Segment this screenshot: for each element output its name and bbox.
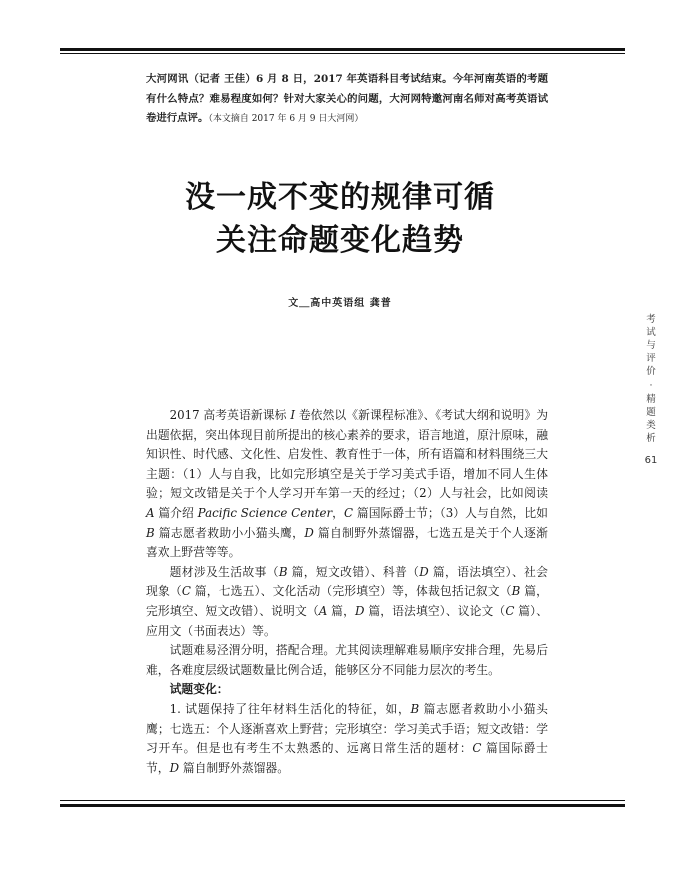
text-run: 卷依然以《新课程标准》、《考试大纲和说明》为出题依据，突出体现目前所提出的核心素养的要求，语言地道，原汁原味，融知识性、时代感、文化性、启发性、教育性于一体，所有语篇和材料围绕三大主题：（1）人与自我，比如完形填空是关于学习美式手语，增加不同人生体验；短文改错是关于个人学习开车第一天的经过；（2）人与社会，比如阅读 [146, 408, 549, 501]
text-run: 篇，七选五）、文化活动（完形填空）等，体裁包括记叙文（ [190, 584, 512, 599]
byline: 文＿高中英语组 龚普 [288, 298, 392, 309]
text-run: C [505, 603, 515, 618]
text-run: 2017 高考英语新课标 [169, 408, 291, 422]
text-run: 篇国际爵士节；（3）人与自然，比如 [353, 505, 548, 520]
intro-paragraph [146, 70, 548, 130]
bottom-rule-thin [60, 800, 625, 801]
text-run: C [344, 505, 354, 520]
section-char: 评 [646, 353, 656, 364]
section-char: 价 [646, 366, 656, 377]
body-paragraph-3: 试题难易泾渭分明，搭配合理。尤其阅读理解难易顺序安排合理，先易后难，各难度层级试题数量比例合适，能够区分不同能力层次的考生。 [146, 643, 548, 677]
section-char: 题 [646, 407, 656, 418]
text-run: 篇志愿者救助小小猫头鹰， [154, 525, 305, 540]
text-run: C [181, 584, 191, 599]
text-run: I [290, 408, 295, 422]
text-run: B [278, 564, 288, 579]
text-run: 篇，语法填空）、社会现象（ [146, 564, 548, 599]
text-run: C [472, 741, 482, 756]
text-run: 篇介绍 [154, 505, 198, 520]
text-run: 篇，短文改错）、科普（ [287, 564, 420, 579]
text-run: ， [332, 505, 345, 520]
text-run: 篇志愿者救助小小猫头鹰；七选五：个人逐渐喜欢上野营；完形填空：学习美式手语；短文改错：学习开车。但是也有考生不太熟悉的、远离日常生活的题材： [146, 701, 548, 756]
section-char: 析 [646, 433, 656, 444]
body-paragraph-4 [146, 700, 548, 778]
article-title-line1: 没一成不变的规律可循 [185, 180, 495, 215]
article-title-line2: 关注命题变化趋势 [216, 223, 464, 258]
text-run: B [146, 525, 155, 540]
section-label [644, 313, 658, 445]
text-run: 篇， [327, 603, 355, 618]
text-run: 篇国际爵士节， [146, 741, 548, 775]
section-char: 试 [646, 327, 656, 338]
body-paragraph-1 [146, 406, 548, 563]
text-run: Pacific Science Center [197, 505, 333, 520]
section-separator: · [649, 380, 653, 391]
text-run: D [354, 603, 365, 618]
page-number: 61 [644, 455, 658, 466]
text-run: D [304, 525, 314, 540]
intro-source: （本文摘自 2017 年 6 月 9 日大河网） [208, 114, 364, 124]
text-run: 篇，完形填空、短文改错）、说明文（ [146, 584, 548, 618]
text-run: 篇）、应用文（书面表达）等。 [146, 603, 548, 638]
section-heading: 试题变化： [169, 682, 229, 697]
text-run: 篇，语法填空）、议论文（ [364, 603, 506, 618]
text-run: 1. 试题保持了往年材料生活化的特征，如， [169, 701, 411, 716]
bottom-rule-thick [60, 804, 625, 807]
section-char: 考 [646, 314, 656, 325]
text-run: B [410, 701, 420, 716]
top-rule-thick [60, 48, 625, 51]
top-rule-thin [60, 53, 625, 54]
section-char: 与 [646, 340, 656, 351]
section-char: 精 [646, 394, 656, 405]
article-body [146, 406, 548, 778]
text-run: D [419, 564, 429, 579]
intro-text: 大河网讯（记者 王佳）6 月 8 日，2017 年英语科目考试结束。今年河南英语的考题有什么特点？难易程度如何？针对大家关心的问题，大河网特邀河南名师对高考英语试卷进行点评。 [146, 73, 548, 124]
text-run: B [511, 584, 521, 599]
text-run: A [146, 505, 155, 520]
text-run: 篇自制野外蒸馏器，七选五是关于个人逐渐喜欢上野营等等。 [146, 525, 548, 560]
body-paragraph-2 [146, 563, 548, 641]
text-run: 题材涉及生活故事（ [169, 564, 279, 579]
text-run: 篇自制野外蒸馏器。 [179, 760, 290, 775]
section-char: 类 [646, 420, 656, 431]
text-run: A [318, 603, 328, 618]
text-run: D [169, 760, 180, 775]
